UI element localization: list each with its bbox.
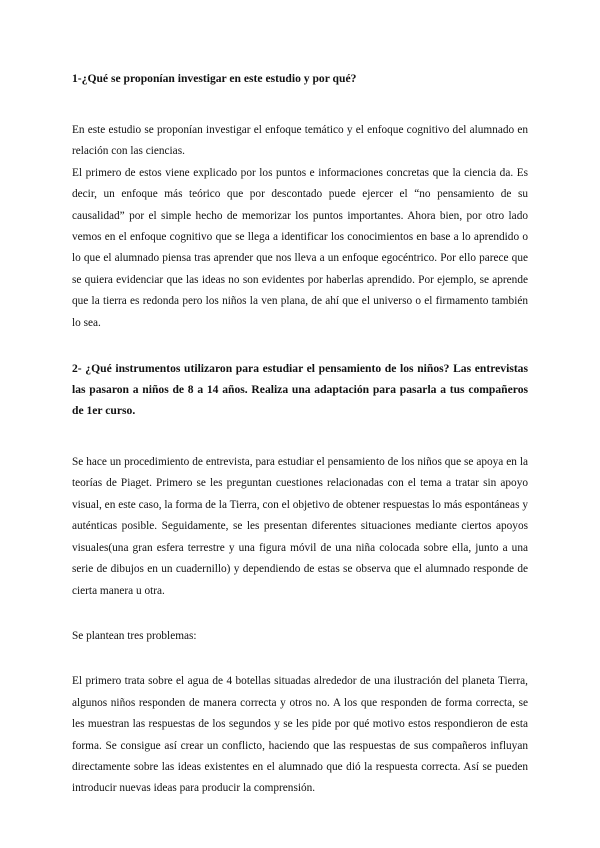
question-1-paragraph-2: El primero de estos viene explicado por los puntos e informaciones concretas que la ciencia da. Es decir, un enfoque más teórico que por descontado puede ejercer el “no pensamiento de su causalidad” por el simple hecho de memorizar los puntos importantes. Ahora bien, por otro lado vemos en el enfoque cognitivo que se llega a identificar los conocimientos en base a lo aprendido o lo que el alumnado piensa tras aprender que nos lleva a un enfoque egocéntrico. Por ello parece que se quiera evidenciar que las ideas no son evidentes por haberlas aprendido. Por ejemplo, se aprende que la tierra es redonda pero los niños la ven plana, de ahí que el universo o el firmamento también lo sea. [72, 166, 528, 329]
question-2-paragraph-3: El primero trata sobre el agua de 4 botellas situadas alrededor de una ilustración del planeta Tierra, algunos niños responden de manera correcta y otros no. A los que responden de forma correcta, se les muestran las respuestas de los segundos y se les pide por qué motivo estos respondieron de esta forma. Se consigue así crear un conflicto, haciendo que las respuestas de sus compañeros influyan directamente sobre las ideas existentes en el alumnado que dió la respuesta correcta. Así se pueden introducir nuevas ideas para producir la comprensión. [72, 675, 528, 795]
question-1-paragraph-1: En este estudio se proponían investigar el enfoque temático y el enfoque cognitivo del alumnado en relación con las ciencias. [72, 124, 528, 158]
question-1-heading: 1-¿Qué se proponían investigar en este estudio y por qué? [72, 72, 357, 85]
question-2-paragraph-2: Se plantean tres problemas: [72, 629, 197, 642]
question-2-heading: 2- ¿Qué instrumentos utilizaron para estudiar el pensamiento de los niños? Las entrevistas las pasaron a niños de 8 a 14 años. Realiza una adaptación para pasarla a tus compañeros de 1er curso. [72, 362, 528, 418]
document-page [72, 68, 528, 800]
question-2-paragraph-1: Se hace un procedimiento de entrevista, para estudiar el pensamiento de los niños que se apoya en la teorías de Piaget. Primero se les preguntan cuestiones relacionadas con el tema a tratar sin apoyo visual, en este caso, la forma de la Tierra, con el objetivo de obtener respuestas lo más espontáneas y auténticas posible. Seguidamente, se les presentan diferentes situaciones mediante ciertos apoyos visuales(una gran esfera terrestre y una figura móvil de una niña colocada sobre ella, junto a una serie de dibujos en un cuadernillo) y dependiendo de estas se observa que el alumnado responde de cierta manera u otra. [72, 456, 528, 597]
